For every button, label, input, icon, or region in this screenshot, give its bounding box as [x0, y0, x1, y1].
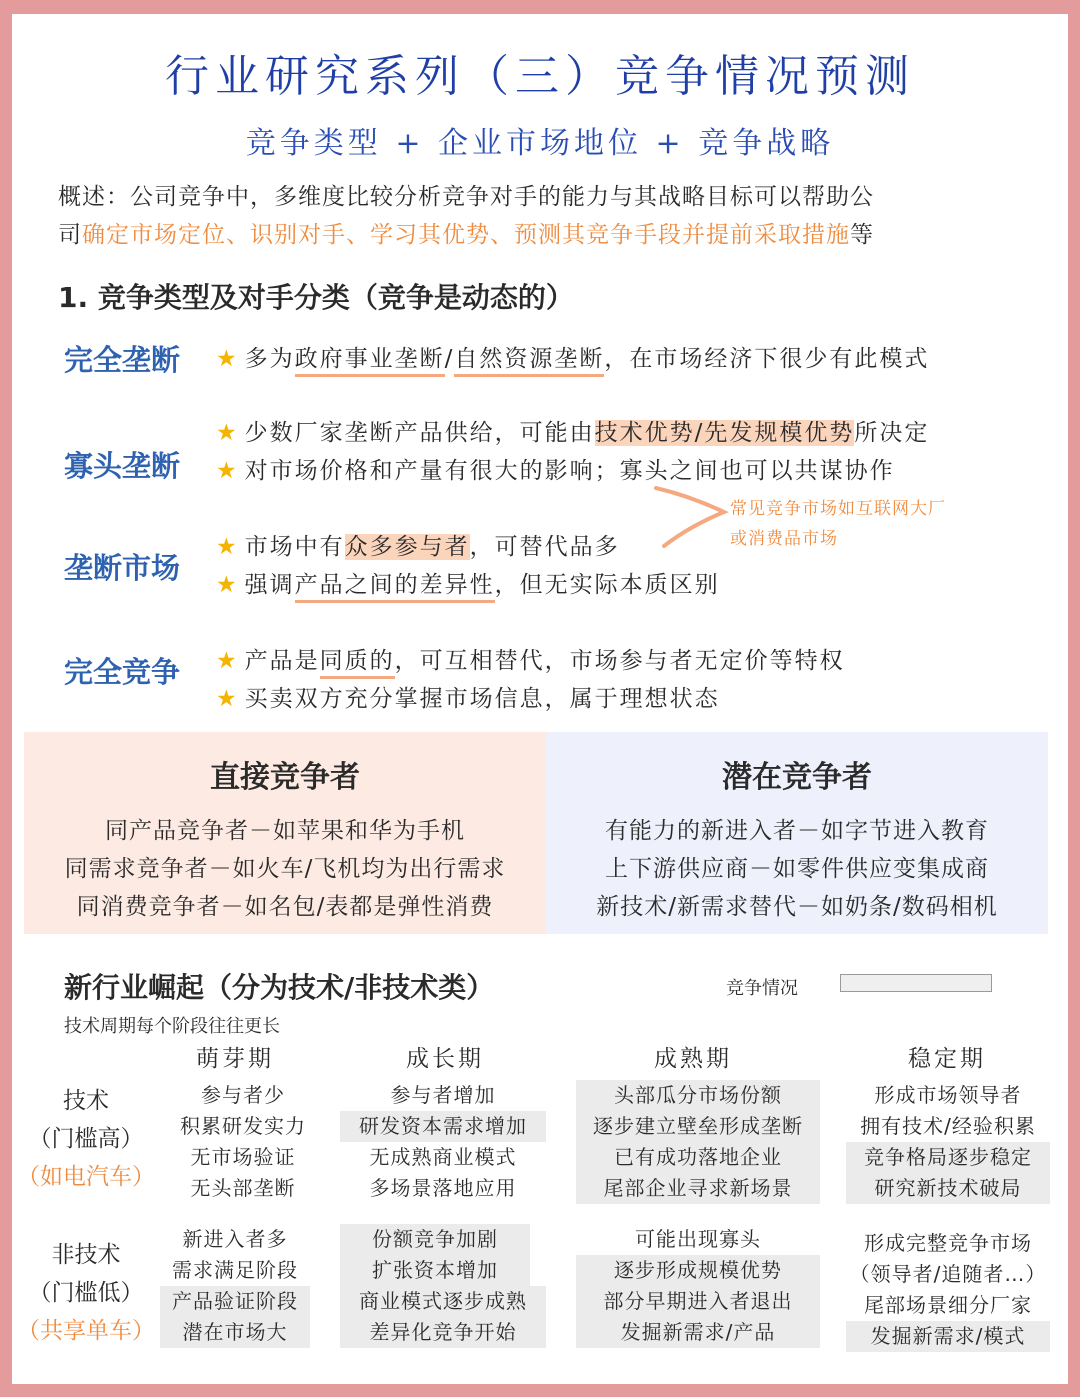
tech-cell: 竞争格局逐步稳定	[846, 1142, 1050, 1173]
nontech-cell: （领导者/追随者…）	[849, 1262, 1047, 1286]
box-title: 直接竞争者	[210, 760, 360, 795]
legend-swatch	[840, 974, 992, 992]
direct-competitor-box	[24, 732, 546, 934]
overview-paragraph	[58, 178, 1018, 254]
star-icon: ★	[216, 648, 239, 674]
market-type-desc: ★ 多为政府事业垄断/自然资源垄断，在市场经济下很少有此模式	[216, 340, 929, 373]
box-line: 同需求竞争者－如火车/飞机均为出行需求	[64, 856, 506, 882]
stage-header: 稳定期	[908, 1046, 986, 1072]
market-type-label: 完全竞争	[64, 655, 181, 689]
market-note: 常见竞争市场如互联网大厂 或消费品市场	[730, 499, 946, 549]
overview-highlights: 确定市场定位、识别对手、学习其优势、预测其竞争手段并提前采取措施	[82, 222, 850, 248]
cycle-note: 技术周期每个阶段往往更长	[64, 1016, 280, 1037]
tech-cell: 拥有技术/经验积累	[860, 1114, 1036, 1138]
nontech-cell: 潜在市场大	[160, 1317, 310, 1348]
tech-cell: 研发资本需求增加	[340, 1111, 546, 1142]
star-icon: ★	[216, 420, 239, 446]
tech-cell: 无成熟商业模式	[369, 1145, 517, 1169]
nontech-cell: 需求满足阶段	[172, 1258, 298, 1282]
nontech-cell: 可能出现寡头	[635, 1227, 761, 1251]
box-line: 新技术/新需求替代－如奶条/数码相机	[596, 894, 998, 920]
section2-heading: 新行业崛起（分为技术/非技术类）	[64, 971, 495, 1004]
row-label-nontech: 非技术 （门槛低） （共享单车）	[17, 1242, 155, 1344]
tech-cell: 研究新技术破局	[846, 1173, 1050, 1204]
row-label-tech: 技术 （门槛高） （如电汽车）	[17, 1088, 155, 1190]
tech-cell: 形成市场领导者	[874, 1083, 1022, 1107]
tech-cell: 头部瓜分市场份额	[576, 1080, 820, 1111]
box-line: 上下游供应商－如零件供应变集成商	[605, 856, 989, 882]
nontech-cell: 产品验证阶段	[160, 1286, 310, 1317]
nontech-cell: 部分早期进入者退出	[576, 1286, 820, 1317]
nontech-cell: 发掘新需求/模式	[846, 1321, 1050, 1352]
stage-header: 萌芽期	[196, 1046, 274, 1072]
tech-cell: 多场景落地应用	[369, 1176, 517, 1200]
tech-cell: 无市场验证	[190, 1145, 296, 1169]
tech-cell: 已有成功落地企业	[576, 1142, 820, 1173]
tech-cell: 积累研发实力	[180, 1114, 306, 1138]
bracket-arrow-icon	[650, 482, 730, 552]
tech-cell: 尾部企业寻求新场景	[576, 1173, 820, 1204]
star-icon: ★	[216, 686, 239, 712]
overview-text-suffix: 等	[850, 222, 874, 248]
nontech-cell: 商业模式逐步成熟	[340, 1286, 546, 1317]
nontech-cell: 发掘新需求/产品	[576, 1317, 820, 1348]
overview-text: 概述：公司竞争中，多维度比较分析竞争对手的能力与其战略目标可以帮助公	[58, 184, 874, 210]
market-type-desc: ★ 少数厂家垄断产品供给，可能由技术优势/先发规模优势所决定	[216, 420, 930, 446]
nontech-cell: 差异化竞争开始	[340, 1317, 546, 1348]
legend-label: 竞争情况	[726, 978, 798, 999]
market-type-desc: ★ 市场中有众多参与者，可替代品多	[216, 534, 620, 560]
market-type-desc: ★ 强调产品之间的差异性，但无实际本质区别	[216, 566, 720, 599]
market-type-desc: ★ 买卖双方充分掌握市场信息，属于理想状态	[216, 686, 720, 712]
market-type-desc: ★ 对市场价格和产量有很大的影响；寡头之间也可以共谋协作	[216, 458, 895, 484]
star-icon: ★	[216, 534, 239, 560]
market-type-desc: ★ 产品是同质的，可互相替代，市场参与者无定价等特权	[216, 642, 845, 675]
stage-header: 成长期	[406, 1046, 484, 1072]
nontech-cell: 新进入者多	[182, 1227, 288, 1251]
market-type-label: 完全垄断	[64, 343, 181, 377]
section1-heading: 1. 竞争类型及对手分类（竞争是动态的）	[58, 281, 574, 314]
tech-cell: 参与者增加	[390, 1083, 496, 1107]
tech-cell: 逐步建立壁垒形成垄断	[576, 1111, 820, 1142]
tech-cell: 无头部垄断	[190, 1176, 296, 1200]
nontech-cell: 扩张资本增加	[340, 1255, 530, 1286]
market-type-label: 寡头垄断	[64, 449, 181, 483]
page-title: 行业研究系列（三）竞争情况预测	[165, 51, 915, 102]
nontech-cell: 逐步形成规模优势	[576, 1255, 820, 1286]
nontech-cell: 尾部场景细分厂家	[864, 1293, 1032, 1317]
nontech-cell: 形成完整竞争市场	[864, 1231, 1032, 1255]
overview-text-prefix: 司	[58, 222, 82, 248]
star-icon: ★	[216, 458, 239, 484]
page-subtitle: 竞争类型 + 企业市场地位 + 竞争战略	[245, 126, 835, 161]
tech-cell: 参与者少	[201, 1083, 285, 1107]
box-line: 有能力的新进入者－如字节进入教育	[605, 818, 989, 844]
nontech-cell: 份额竞争加剧	[340, 1224, 530, 1255]
potential-competitor-box	[546, 732, 1048, 934]
box-line: 同消费竞争者－如名包/表都是弹性消费	[76, 894, 494, 920]
star-icon: ★	[216, 572, 239, 598]
box-line: 同产品竞争者－如苹果和华为手机	[105, 818, 465, 844]
star-icon: ★	[216, 346, 239, 372]
market-type-label: 垄断市场	[64, 551, 181, 585]
box-title: 潜在竞争者	[722, 760, 872, 795]
stage-header: 成熟期	[654, 1046, 732, 1072]
